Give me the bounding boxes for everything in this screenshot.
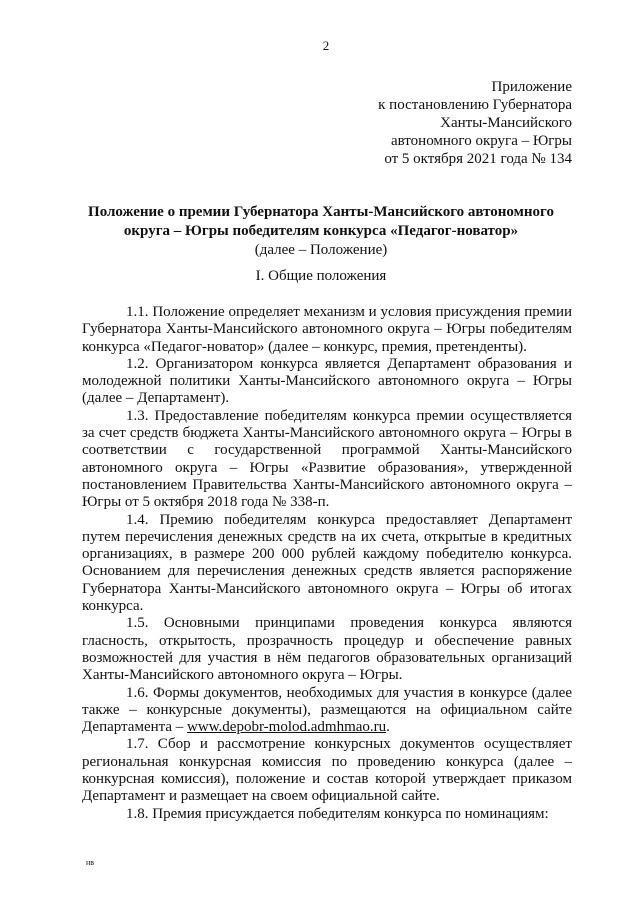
appendix-block xyxy=(378,78,572,168)
appendix-line: к постановлению Губернатора xyxy=(378,97,572,113)
section-heading: I. Общие положения xyxy=(255,268,387,284)
paragraph-1-5: 1.5. Основными принципами проведения конкурса являются гласность, открытость, прозрачность процедур и обеспечение равных возможностей для участия в нём педагогов образовательных организаций Ханты-Мансийского автономного округа – Югры. xyxy=(82,615,572,684)
paragraph-1-1: 1.1. Положение определяет механизм и условия присуждения премии Губернатора Ханты-Мансийского автономного округа – Югры победителям конкурса «Педагог-новатор» (далее – конкурс, премия, претенденты). xyxy=(82,304,572,355)
paragraph-1-6-text: 1.6. Формы документов, необходимых для участия в конкурсе (далее также – конкурсные документы), размещаются на официальном сайте Департамента – xyxy=(82,684,572,736)
appendix-line: Ханты-Мансийского xyxy=(440,115,572,131)
department-website-link[interactable]: www.depobr-molod.admhmao.ru xyxy=(187,719,387,736)
paragraph-1-6 xyxy=(82,685,572,737)
appendix-line: Приложение xyxy=(491,79,572,95)
document-body xyxy=(82,304,572,823)
paragraph-1-7: 1.7. Сбор и рассмотрение конкурсных документов осуществляет региональная конкурсная комиссия по проведению конкурса (далее – конкурсная комиссия), положение и состав которой утверждает приказом Департамент и размещает на своем официальной сайте. xyxy=(82,736,572,805)
title-subline: (далее – Положение) xyxy=(254,242,388,258)
paragraph-1-3: 1.3. Предоставление победителям конкурса премии осуществляется за счет средств бюджета Ханты-Мансийского автономного округа – Югры в соответствии с государственной программой Ханты-Мансийского автономного округа – Югры «Развитие образования», утвержденной постановлением Правительства Ханты-Мансийского автономного округа – Югры от 5 октября 2018 года № 338-п. xyxy=(82,407,572,511)
paragraph-1-2: 1.2. Организатором конкурса является Департамент образования и молодежной политики Ханты-Мансийского автономного округа – Югры (далее – Департамент). xyxy=(82,355,572,407)
paragraph-1-4: 1.4. Премию победителям конкурса предоставляет Департамент путем перечисления денежных средств на их счета, открытые в кредитных организациях, в размере 200 000 рублей каждому победителю конкурса. Основанием для перечисления денежных средств является распоряжение Губернатора Ханты-Мансийского автономного округа – Югры об итогах конкурса. xyxy=(82,511,572,615)
footer-code: нв xyxy=(86,858,95,867)
title-line: округа – Югры победителям конкурса «Педагог-новатор» xyxy=(123,223,519,239)
page-number: 2 xyxy=(322,38,330,53)
document-title xyxy=(70,203,572,260)
title-line: Положение о премии Губернатора Ханты-Мансийского автономного xyxy=(88,204,554,220)
appendix-line: от 5 октября 2021 года № 134 xyxy=(384,151,572,167)
appendix-line: автономного округа – Югры xyxy=(390,133,572,149)
paragraph-1-8: 1.8. Премия присуждается победителям конкурса по номинациям: xyxy=(126,805,549,822)
paragraph-1-6-end: . xyxy=(386,719,390,736)
